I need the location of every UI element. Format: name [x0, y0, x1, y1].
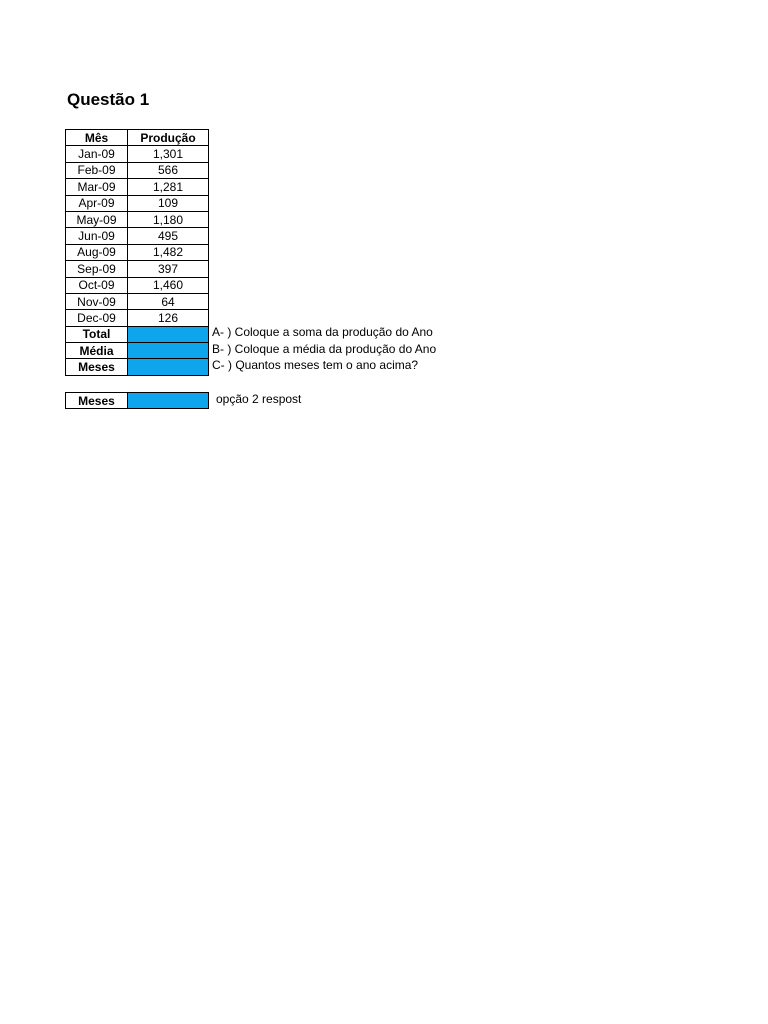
header-month: Mês	[66, 130, 128, 146]
average-label[interactable]: Média	[66, 343, 128, 359]
total-answer-cell[interactable]	[128, 326, 209, 342]
month-cell[interactable]: Oct-09	[66, 277, 128, 293]
month-cell[interactable]: Jan-09	[66, 146, 128, 162]
month-cell[interactable]: Apr-09	[66, 195, 128, 211]
extra-months-label[interactable]: Meses	[66, 393, 128, 409]
production-cell[interactable]: 1,482	[128, 244, 209, 260]
months-label[interactable]: Meses	[66, 359, 128, 375]
month-cell[interactable]: May-09	[66, 211, 128, 227]
production-cell[interactable]: 495	[128, 228, 209, 244]
month-cell[interactable]: Sep-09	[66, 261, 128, 277]
month-cell[interactable]: Feb-09	[66, 162, 128, 178]
table-row	[66, 244, 209, 260]
month-cell[interactable]: Nov-09	[66, 293, 128, 309]
production-cell[interactable]: 397	[128, 261, 209, 277]
table-row	[66, 310, 209, 326]
table-row	[66, 277, 209, 293]
production-cell[interactable]: 126	[128, 310, 209, 326]
month-cell[interactable]: Aug-09	[66, 244, 128, 260]
total-label[interactable]: Total	[66, 326, 128, 342]
table-row	[66, 162, 209, 178]
production-cell[interactable]: 566	[128, 162, 209, 178]
production-cell[interactable]: 64	[128, 293, 209, 309]
production-table	[65, 129, 209, 376]
summary-row-months	[66, 359, 209, 375]
question-c: C- ) Quantos meses tem o ano acima?	[212, 358, 419, 372]
table-row	[66, 228, 209, 244]
extra-row	[66, 393, 209, 409]
production-cell[interactable]: 1,460	[128, 277, 209, 293]
question-b: B- ) Coloque a média da produção do Ano	[212, 342, 437, 356]
header-production: Produção	[128, 130, 209, 146]
production-cell[interactable]: 1,180	[128, 211, 209, 227]
table-row	[66, 195, 209, 211]
extra-months-table	[65, 392, 209, 409]
month-cell[interactable]: Mar-09	[66, 179, 128, 195]
table-header-row	[66, 130, 209, 146]
production-cell[interactable]: 109	[128, 195, 209, 211]
production-cell[interactable]: 1,301	[128, 146, 209, 162]
question-a: A- ) Coloque a soma da produção do Ano	[212, 325, 433, 339]
month-cell[interactable]: Jun-09	[66, 228, 128, 244]
average-answer-cell[interactable]	[128, 343, 209, 359]
production-cell[interactable]: 1,281	[128, 179, 209, 195]
summary-row-total	[66, 326, 209, 342]
extra-months-answer-cell[interactable]	[128, 393, 209, 409]
table-row	[66, 293, 209, 309]
page-title: Questão 1	[67, 90, 150, 109]
summary-row-average	[66, 343, 209, 359]
table-row	[66, 211, 209, 227]
table-row	[66, 179, 209, 195]
months-answer-cell[interactable]	[128, 359, 209, 375]
month-cell[interactable]: Dec-09	[66, 310, 128, 326]
option-note: opção 2 respost	[216, 392, 302, 406]
table-row	[66, 146, 209, 162]
table-row	[66, 261, 209, 277]
